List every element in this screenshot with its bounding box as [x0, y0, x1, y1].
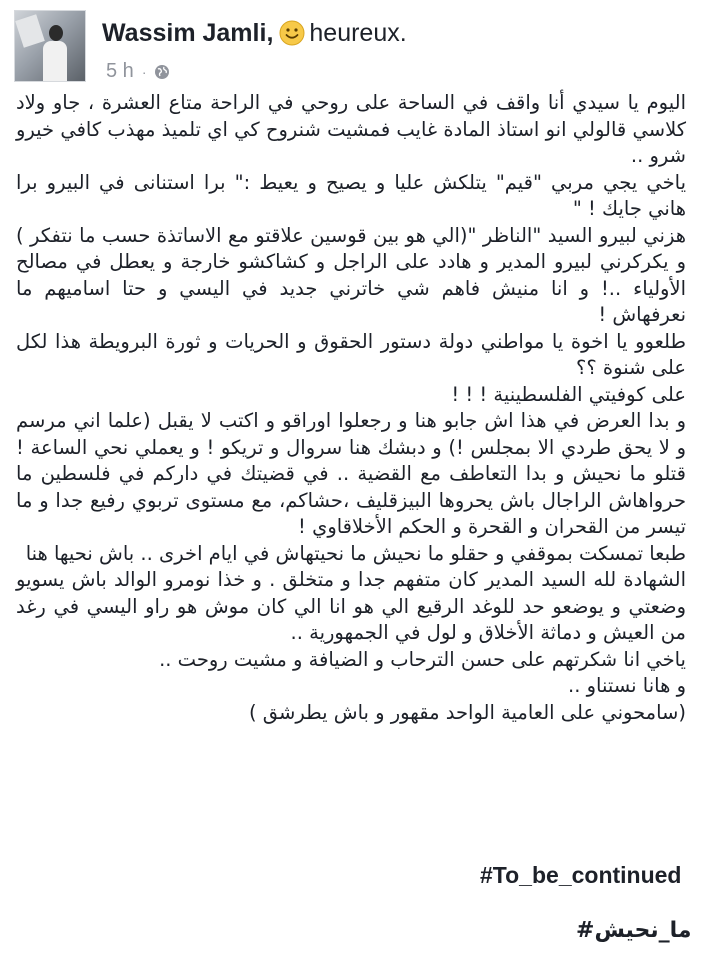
avatar[interactable] — [14, 10, 86, 82]
post-paragraph: ياخي يجي مربي "قيم" يتلكش عليا و يصيح و يعيط :" برا استنانى في البيرو برا هاني جايك ! " — [16, 170, 686, 220]
post-meta — [106, 60, 170, 83]
post-paragraph: و هانا نستناو .. — [568, 674, 686, 697]
feeling-separator: , — [266, 19, 274, 47]
post-paragraph: هزني لبيرو السيد "الناظر "(الي هو بين قوسين علاقتو مع الاساتذة حسب ما نتفكر ) و يكركرني لبيرو المدير و هادد على الراجل و كشاكشو خارجة و يعطل في مصالح الأولياء ..! و انا منيش فاهم شي خاترني جديد في اليسي و حتا اساميهم ما نعرفهاش ! — [16, 223, 686, 326]
post-paragraph: (سامحوني على العامية الواحد مقهور و باش يطرشق ) — [248, 700, 686, 724]
feeling-label: heureux. — [309, 19, 407, 47]
author-line — [102, 18, 407, 48]
timestamp[interactable]: 5 h — [106, 60, 134, 82]
post-paragraph: اليوم يا سيدي أنا واقف في الساحة على روحي في الراحة متاع العشرة ، جاو ولاد كلاسي قالولي انو استاذ المادة غايب فمشيت شنروح كي اي تلميذ مهذب كافي خيرو شرو .. — [16, 91, 686, 167]
author-name[interactable]: Wassim Jamli — [102, 19, 267, 47]
post-paragraph: على كوفيتي الفلسطينية ! ! ! — [451, 382, 686, 406]
post-paragraph: طبعا تمسكت بموقفي و حقلو ما نحيش ما نحيتهاش في ايام اخرى .. باش نحيها هنا — [25, 541, 686, 565]
post-paragraph: و بدا العرض في هذا اش جابو هنا و رجعلوا اوراقو و اكتب لا يقبل (علما اني مرسم و لا يحق طردي الا بمجلس !) و دبشك هنا سروال و تريكو ! و يعملي نحي الساعة ! قتلو ما نحيش و بدا التعاطف مع القضية .. في قضيتك في داركم في فلسطين ما حرواهاش الراجال باش يحروها البيزقليف ،حشاكم، مع مستوى تربوي رفيع جدا و ما تيسر من القحران و القحرة و الحكم الأخلاقاوي ! — [16, 409, 686, 538]
smiley-face-icon — [279, 20, 305, 46]
post-header — [14, 10, 690, 82]
post-paragraph: الشهادة لله السيد المدير كان متفهم جدا و متخلق . و خذا نومرو الوالد باش يسويو وضعتي و يوضعو حد للوغد الرقيع الي هو انا الي كان موش هو راو اليسي في رغد من العيش و دماثة الأخلاق و لول في الجمهورية .. — [16, 568, 686, 644]
post-body — [16, 90, 686, 726]
hashtag-link[interactable]: #ما_نحيش — [576, 918, 692, 943]
globe-icon[interactable] — [154, 64, 170, 80]
post-paragraph: طلعوو يا اخوة يا مواطني دولة دستور الحقوق و الحريات و ثورة البرويطة هذا لكل على شنوة ؟؟ — [16, 329, 686, 379]
hashtag-link[interactable]: #To_be_continued — [480, 862, 682, 888]
meta-separator: · — [141, 63, 147, 80]
post-paragraph: ياخي انا شكرتهم على حسن الترحاب و الضيافة و مشيت روحت .. — [159, 647, 686, 671]
